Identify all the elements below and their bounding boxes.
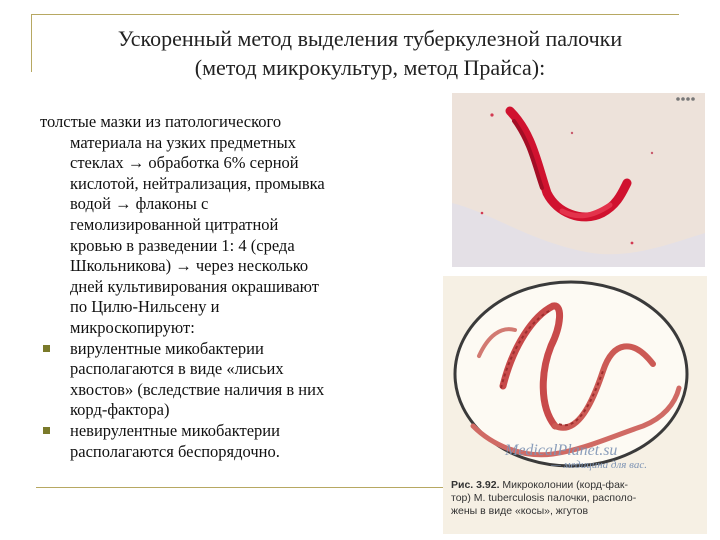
intro-line: кровью в разведении 1: 4 (среда bbox=[70, 235, 295, 255]
intro-line: микроскопируют: bbox=[70, 317, 195, 337]
bullet-line: корд-фактора) bbox=[70, 400, 170, 420]
caption-line: Микроколонии (корд-фак- bbox=[502, 479, 628, 491]
bullet-item-avirulent bbox=[40, 421, 390, 462]
slide-body bbox=[40, 112, 390, 462]
slide-title bbox=[60, 24, 680, 82]
figure-caption bbox=[451, 479, 701, 518]
intro-line: дней культивирования окрашивают bbox=[70, 276, 319, 296]
micrograph-cord-photo bbox=[452, 93, 705, 267]
title-line-2: (метод микрокультур, метод Прайса): bbox=[194, 55, 546, 80]
caption-label: Рис. 3.92. bbox=[451, 479, 500, 491]
intro-line: материала на узких предметных bbox=[70, 132, 296, 152]
bullet-line: хвостов» (вследствие наличия в них bbox=[70, 379, 325, 399]
intro-line: стеклах → обработка 6% серной bbox=[70, 153, 299, 173]
bullet-line: располагаются беспорядочно. bbox=[70, 441, 280, 461]
bullet-square-icon bbox=[43, 345, 50, 352]
bullet-line: невирулентные микобактерии bbox=[70, 420, 280, 440]
bullet-line: вирулентные микобактерии bbox=[70, 338, 264, 358]
intro-line: толстые мазки из патологического bbox=[40, 112, 282, 131]
bottom-divider-line bbox=[36, 487, 448, 488]
intro-line: Школьникова) → через несколько bbox=[70, 256, 309, 276]
intro-line: кислотой, нейтрализация, промывка bbox=[70, 173, 325, 193]
top-divider-line bbox=[31, 14, 679, 15]
watermark-text: MedicalPlanet.su bbox=[505, 442, 618, 459]
intro-line: гемолизированной цитратной bbox=[70, 214, 279, 234]
watermark-subtext: — медицина для вас. bbox=[551, 459, 647, 471]
intro-line: водой → флаконы с bbox=[70, 194, 209, 214]
textbook-figure bbox=[443, 276, 707, 534]
caption-line: тор) M. tuberculosis палочки, располо- bbox=[451, 492, 637, 504]
bullet-line: располагаются в виде «лисьих bbox=[70, 359, 284, 379]
intro-paragraph bbox=[40, 112, 390, 339]
intro-line: по Цилю-Нильсену и bbox=[70, 297, 220, 317]
micrograph-cord-image bbox=[452, 93, 705, 267]
bullet-item-virulent bbox=[40, 339, 390, 421]
left-accent-line bbox=[31, 14, 32, 72]
title-line-1: Ускоренный метод выделения туберкулезной палочки bbox=[117, 26, 623, 51]
bullet-square-icon bbox=[43, 427, 50, 434]
caption-line: жены в виде «косы», жгутов bbox=[451, 505, 589, 517]
